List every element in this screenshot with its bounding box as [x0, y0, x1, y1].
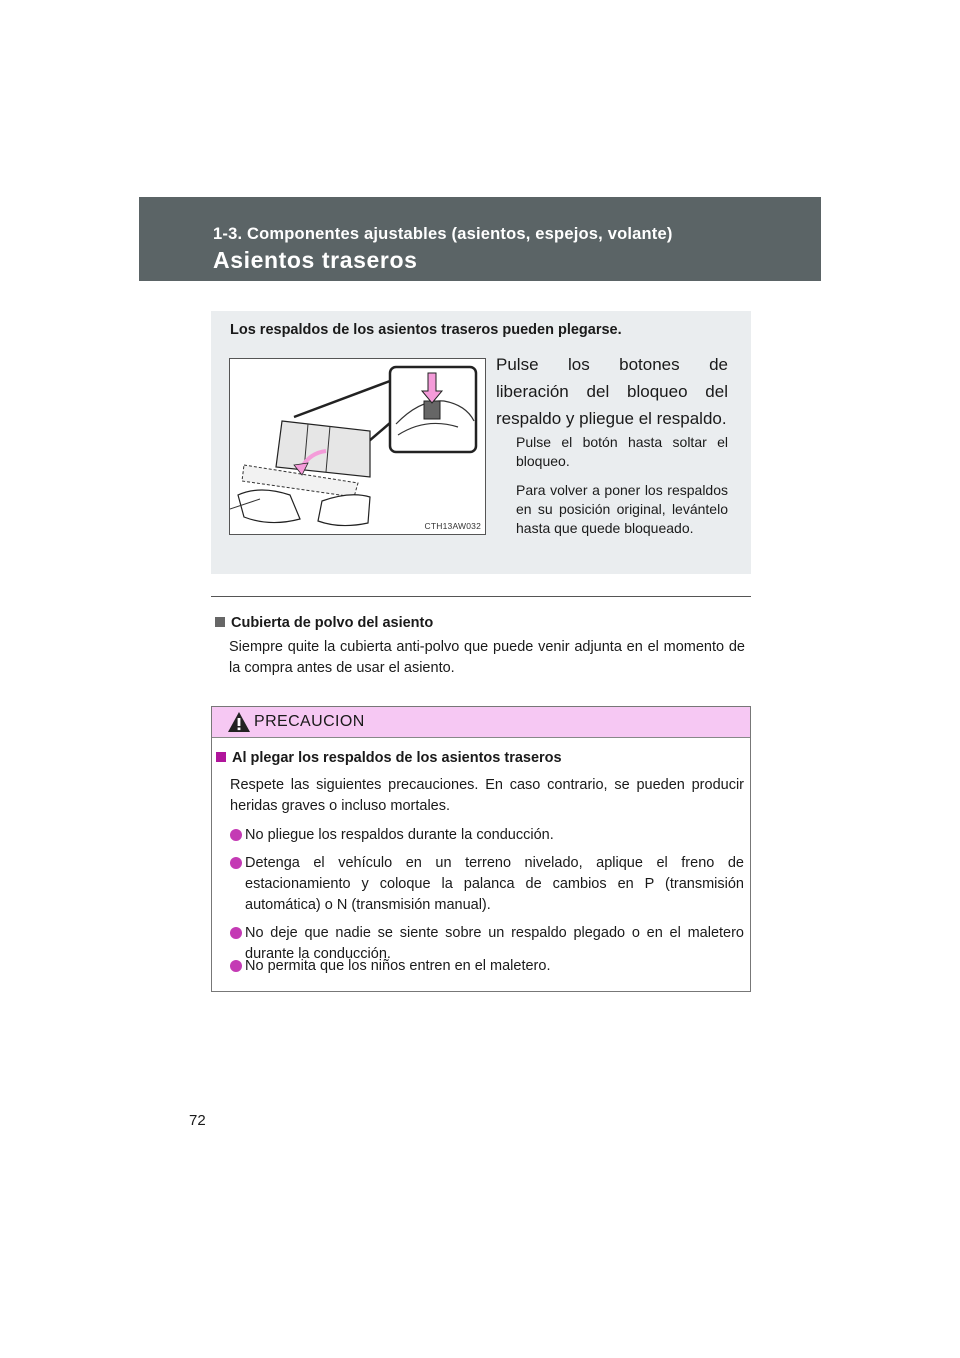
figure-code: CTH13AW032 [424, 521, 481, 531]
caution-heading-row [216, 750, 562, 766]
divider [211, 596, 751, 597]
caution-bullet: No pliegue los respaldos durante la conducción. [230, 825, 744, 846]
procedure-box [211, 311, 751, 574]
caution-bullet: No permita que los niños entren en el maletero. [230, 956, 744, 977]
section-header [139, 197, 821, 281]
seat-figure [229, 358, 486, 535]
bullet-dot-icon [230, 960, 242, 972]
note-section [215, 615, 745, 679]
caution-bullet: No deje que nadie se siente sobre un respaldo plegado o en el maletero durante la conducción. [230, 923, 744, 965]
square-bullet-icon [216, 752, 226, 762]
bullet-dot-icon [230, 927, 242, 939]
step-instruction: Pulse los botones de liberación del bloqueo del respaldo y pliegue el respaldo. [496, 355, 728, 428]
page-title: Asientos traseros [213, 247, 418, 273]
section-title: 1-3. Componentes ajustables (asientos, espejos, volante) [213, 225, 673, 243]
caution-header [212, 707, 750, 738]
caution-heading: Al plegar los respaldos de los asientos traseros [232, 750, 562, 766]
seat-fold-illustration [230, 359, 485, 534]
page-number: 72 [189, 1112, 206, 1129]
caution-bullet: Detenga el vehículo en un terreno nivelado, aplique el freno de estacionamiento y coloque la palanca de cambios en P (transmisión automática) o N (transmisión manual). [230, 853, 744, 916]
note-heading: Cubierta de polvo del asiento [231, 615, 434, 631]
caution-body: Respete las siguientes precauciones. En caso contrario, se pueden producir heridas graves o incluso mortales. [230, 777, 744, 814]
caution-label: PRECAUCION [254, 713, 365, 730]
bullet-dot-icon [230, 829, 242, 841]
intro-text: Los respaldos de los asientos traseros pueden plegarse. [230, 322, 622, 338]
square-bullet-icon [215, 617, 225, 627]
caution-box [211, 706, 751, 992]
note-body: Siempre quite la cubierta anti-polvo que puede venir adjunta en el momento de la compra antes de usar el asiento. [229, 639, 745, 676]
warning-icon [227, 711, 251, 733]
step-detail-2: Para volver a poner los respaldos en su posición original, levántelo hasta que quede bloqueado. [516, 482, 728, 536]
bullet-dot-icon [230, 857, 242, 869]
step-detail-1: Pulse el botón hasta soltar el bloqueo. [516, 434, 728, 469]
note-heading-row [215, 615, 745, 631]
